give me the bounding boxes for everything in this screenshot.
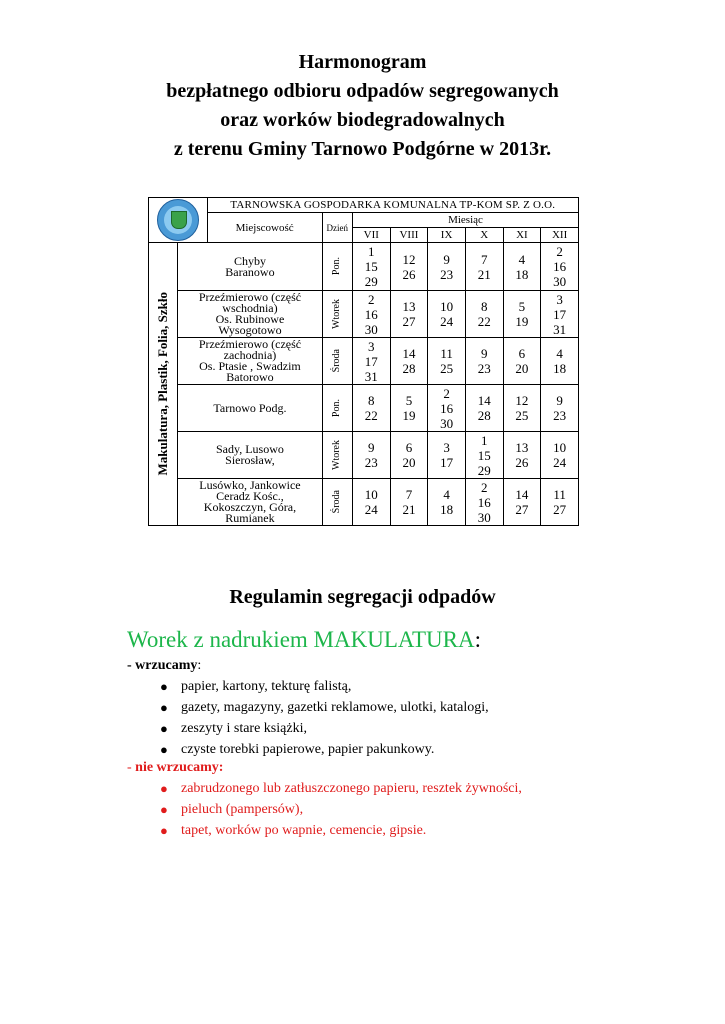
- date-cell: 9 23: [465, 338, 503, 385]
- day-cell: [322, 432, 352, 479]
- company-logo-icon: [157, 199, 199, 241]
- worek-heading: [127, 627, 481, 653]
- date-cell: 1 15 29: [465, 432, 503, 479]
- nie-wrzucamy-label: [127, 760, 223, 776]
- place-cell: Przeźmierowo (część wschodnia) Os. Rubinowe Wysogotowo: [178, 291, 322, 338]
- nie-wrzucamy-list: [160, 778, 522, 841]
- date-cell: 2 16 30: [465, 479, 503, 526]
- date-cell: 5 19: [390, 385, 428, 432]
- month-header: IX: [428, 228, 466, 243]
- place-cell: Chyby Baranowo: [178, 243, 322, 291]
- wrzucamy-label-text: - wrzucamy: [127, 658, 198, 673]
- nie-wrzucamy-item-text: pieluch (pampersów),: [181, 802, 304, 817]
- regulamin-title: Regulamin segregacji odpadów: [229, 586, 496, 608]
- date-cell: 14 28: [390, 338, 428, 385]
- wrzucamy-label: [127, 658, 201, 674]
- month-header: XII: [541, 228, 579, 243]
- company-logo-cell: [149, 198, 208, 243]
- header-day: Dzień: [322, 213, 352, 243]
- wrzucamy-item-text: papier, kartony, tekturę falistą,: [181, 679, 352, 694]
- place-cell: Sady, Lusowo Sierosław,: [178, 432, 322, 479]
- date-cell: 4 18: [503, 243, 541, 291]
- date-cell: 10 24: [541, 432, 579, 479]
- date-cell: 6 20: [390, 432, 428, 479]
- date-cell: 1 15 29: [352, 243, 390, 291]
- month-header: X: [465, 228, 503, 243]
- day-label: Środa: [331, 490, 343, 514]
- place-cell: Przeźmierowo (część zachodnia) Os. Ptasie , Swadzim Batorowo: [178, 338, 322, 385]
- wrzucamy-label-colon: :: [197, 658, 202, 673]
- page-title: [0, 48, 725, 164]
- date-cell: 2 16 30: [541, 243, 579, 291]
- date-cell: 10 24: [352, 479, 390, 526]
- nie-wrzucamy-item: [160, 799, 522, 820]
- nie-wrzucamy-label-text: nie wrzucamy:: [135, 760, 224, 775]
- date-cell: 2 16 30: [352, 291, 390, 338]
- date-cell: 7 21: [390, 479, 428, 526]
- table-row: [149, 243, 579, 291]
- date-cell: 7 21: [465, 243, 503, 291]
- wrzucamy-item: [160, 697, 489, 718]
- date-cell: 9 23: [428, 243, 466, 291]
- nie-wrzucamy-item: [160, 778, 522, 799]
- table-row: [149, 432, 579, 479]
- nie-wrzucamy-dash: -: [127, 760, 136, 775]
- date-cell: 12 26: [390, 243, 428, 291]
- wrzucamy-item-text: gazety, magazyny, gazetki reklamowe, ulotki, katalogi,: [181, 700, 489, 715]
- date-cell: 13 27: [390, 291, 428, 338]
- table-row: [149, 479, 579, 526]
- date-cell: 4 18: [428, 479, 466, 526]
- date-cell: 9 23: [352, 432, 390, 479]
- title-line-1: Harmonogram: [298, 51, 427, 73]
- day-cell: [322, 385, 352, 432]
- date-cell: 14 27: [503, 479, 541, 526]
- category-label: Makulatura, Plastik, Folia, Szkło: [155, 292, 171, 476]
- nie-wrzucamy-item-text: tapet, worków po wapnie, cemencie, gipsie.: [181, 823, 427, 838]
- date-cell: 8 22: [465, 291, 503, 338]
- wrzucamy-item-text: czyste torebki papierowe, papier pakunkowy.: [181, 742, 435, 757]
- table-row: [149, 385, 579, 432]
- wrzucamy-item: [160, 718, 489, 739]
- date-cell: 8 22: [352, 385, 390, 432]
- worek-heading-colon: :: [474, 627, 481, 652]
- header-month: Miesiąc: [352, 213, 578, 228]
- date-cell: 13 26: [503, 432, 541, 479]
- bullet-icon: ●: [160, 802, 168, 817]
- nie-wrzucamy-item-text: zabrudzonego lub zatłuszczonego papieru, resztek żywności,: [181, 781, 522, 796]
- date-cell: 3 17 31: [541, 291, 579, 338]
- date-cell: 3 17: [428, 432, 466, 479]
- date-cell: 4 18: [541, 338, 579, 385]
- table-row: [149, 291, 579, 338]
- place-cell: Lusówko, Jankowice Ceradz Kośc., Kokoszczyn, Góra, Rumianek: [178, 479, 322, 526]
- date-cell: 10 24: [428, 291, 466, 338]
- schedule-table: [148, 197, 579, 526]
- bullet-icon: ●: [160, 721, 168, 736]
- day-label: Wtorek: [331, 440, 343, 470]
- day-label: Pon.: [331, 257, 343, 276]
- day-label: Pon.: [331, 398, 343, 418]
- date-cell: 6 20: [503, 338, 541, 385]
- place-cell: Tarnowo Podg.: [178, 385, 322, 432]
- day-label: Środa: [331, 349, 343, 373]
- wrzucamy-item-text: zeszyty i stare książki,: [181, 721, 307, 736]
- date-cell: 11 25: [428, 338, 466, 385]
- month-header: XI: [503, 228, 541, 243]
- day-label: Wtorek: [331, 299, 343, 329]
- date-cell: 3 17 31: [352, 338, 390, 385]
- bullet-icon: ●: [160, 823, 168, 838]
- month-header: VII: [352, 228, 390, 243]
- title-line-3: oraz worków biodegradowalnych: [220, 109, 505, 131]
- bullet-icon: ●: [160, 679, 168, 694]
- worek-heading-text: Worek z nadrukiem MAKULATURA: [127, 627, 475, 652]
- table-row: [149, 338, 579, 385]
- day-cell: [322, 291, 352, 338]
- month-header: VIII: [390, 228, 428, 243]
- date-cell: 12 25: [503, 385, 541, 432]
- date-cell: 5 19: [503, 291, 541, 338]
- nie-wrzucamy-item: [160, 820, 522, 841]
- bullet-icon: ●: [160, 700, 168, 715]
- wrzucamy-item: [160, 676, 489, 697]
- date-cell: 2 16 30: [428, 385, 466, 432]
- title-line-4: z terenu Gminy Tarnowo Podgórne w 2013r.: [173, 138, 552, 160]
- date-cell: 9 23: [541, 385, 579, 432]
- day-cell: [322, 338, 352, 385]
- date-cell: 14 28: [465, 385, 503, 432]
- wrzucamy-item: [160, 739, 489, 760]
- header-place: Miejscowość: [207, 213, 322, 243]
- wrzucamy-list: [160, 676, 489, 760]
- bullet-icon: ●: [160, 742, 168, 757]
- category-cell: [149, 243, 178, 526]
- day-cell: [322, 243, 352, 291]
- bullet-icon: ●: [160, 781, 168, 796]
- date-cell: 11 27: [541, 479, 579, 526]
- day-cell: [322, 479, 352, 526]
- title-line-2: bezpłatnego odbioru odpadów segregowanych: [166, 80, 559, 102]
- company-name: TARNOWSKA GOSPODARKA KOMUNALNA TP-KOM SP. Z O.O.: [207, 198, 578, 213]
